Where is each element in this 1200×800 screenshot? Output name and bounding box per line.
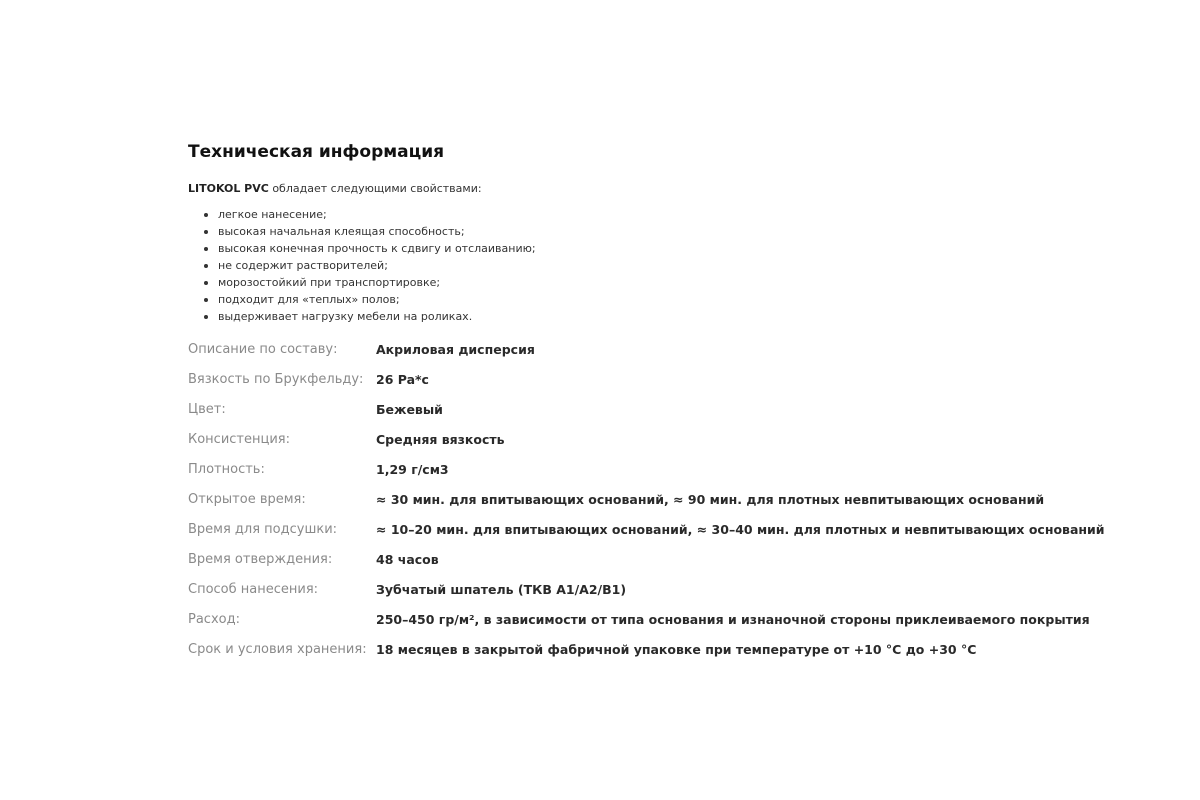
spec-row xyxy=(188,634,1088,664)
feature-item: легкое нанесение; xyxy=(203,206,1088,223)
spec-label: Вязкость по Брукфельду: xyxy=(188,371,364,387)
spec-value: ≈ 10–20 мин. для впитывающих оснований, ≈ 30–40 мин. для плотных и невпитывающих оснований xyxy=(376,521,1105,537)
spec-row xyxy=(188,454,1088,484)
spec-value: ≈ 30 мин. для впитывающих оснований, ≈ 90 мин. для плотных невпитывающих оснований xyxy=(376,491,1045,507)
spec-label: Время отверждения: xyxy=(188,551,333,567)
spec-row xyxy=(188,484,1088,514)
feature-item: не содержит растворителей; xyxy=(203,257,1088,274)
spec-value: 1,29 г/см3 xyxy=(376,461,449,477)
spec-value: Бежевый xyxy=(376,401,443,417)
spec-value: 48 часов xyxy=(376,551,439,567)
spec-label: Открытое время: xyxy=(188,491,306,507)
spec-value: Акриловая дисперсия xyxy=(376,341,535,357)
spec-row xyxy=(188,394,1088,424)
feature-item: высокая начальная клеящая способность; xyxy=(203,223,1088,240)
spec-label: Способ нанесения: xyxy=(188,581,319,597)
technical-info-section xyxy=(188,140,1105,664)
spec-label: Описание по составу: xyxy=(188,341,338,357)
spec-label: Плотность: xyxy=(188,461,265,477)
spec-label: Время для подсушки: xyxy=(188,521,338,537)
intro-paragraph xyxy=(188,181,1088,197)
feature-item: выдерживает нагрузку мебели на роликах. xyxy=(203,308,1088,325)
spec-value: Средняя вязкость xyxy=(376,431,505,447)
feature-item: высокая конечная прочность к сдвигу и отслаиванию; xyxy=(203,240,1088,257)
spec-value: 26 Pa*с xyxy=(376,371,429,387)
features-list xyxy=(188,206,1088,325)
spec-row xyxy=(188,334,1088,364)
specs-table xyxy=(188,334,1105,664)
spec-value: Зубчатый шпатель (ТКВ А1/А2/В1) xyxy=(376,581,627,597)
spec-value: 250–450 гр/м², в зависимости от типа основания и изнаночной стороны приклеиваемого покрытия xyxy=(376,611,1090,627)
spec-row xyxy=(188,364,1088,394)
spec-value: 18 месяцев в закрытой фабричной упаковке при температуре от +10 °С до +30 °С xyxy=(376,641,977,657)
feature-item: подходит для «теплых» полов; xyxy=(203,291,1088,308)
section-title: Техническая информация xyxy=(188,142,445,162)
spec-row xyxy=(188,424,1088,454)
spec-row xyxy=(188,514,1105,544)
brand-name: LITOKOL PVC xyxy=(188,182,269,195)
spec-row xyxy=(188,544,1088,574)
feature-item: морозостойкий при транспортировке; xyxy=(203,274,1088,291)
spec-row xyxy=(188,574,1088,604)
spec-label: Срок и условия хранения: xyxy=(188,641,367,657)
spec-row xyxy=(188,604,1088,634)
spec-label: Цвет: xyxy=(188,401,226,417)
spec-label: Консистенция: xyxy=(188,431,290,447)
intro-text: обладает следующими свойствами: xyxy=(268,182,482,195)
spec-label: Расход: xyxy=(188,611,240,627)
